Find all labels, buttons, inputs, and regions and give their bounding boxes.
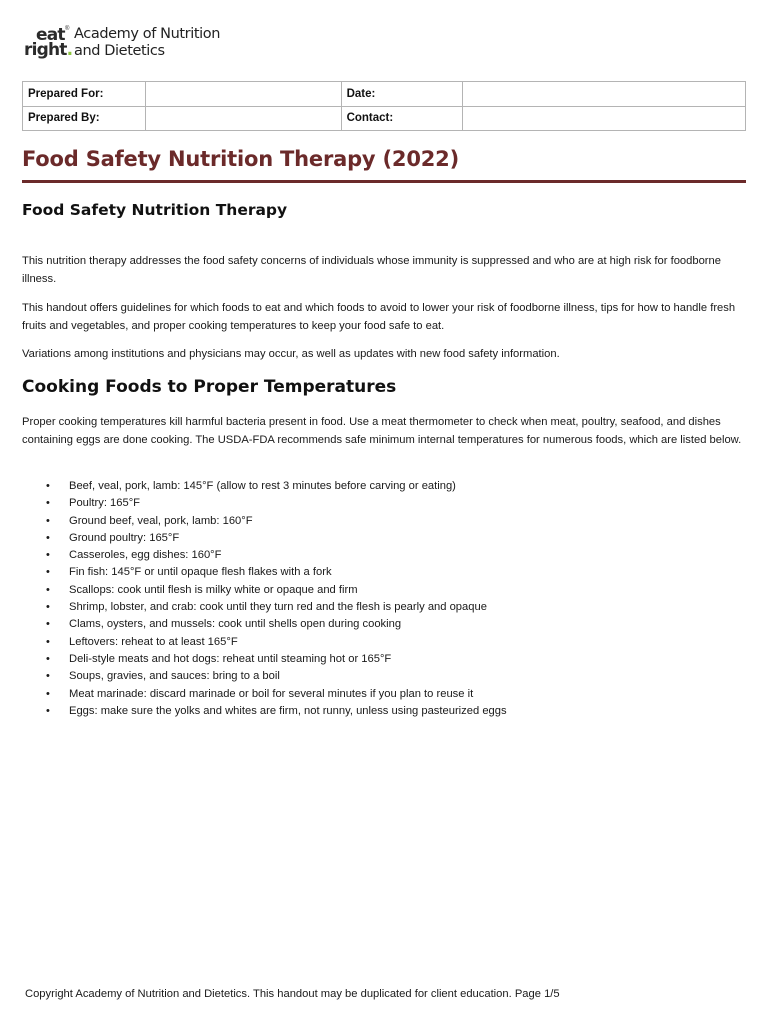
contact-label: Contact: bbox=[341, 106, 463, 131]
page-footer: Copyright Academy of Nutrition and Dietetics. This handout may be duplicated for client education. Page 1/5 bbox=[25, 988, 560, 1000]
bullet-icon: • bbox=[46, 514, 50, 527]
logo-organization-name bbox=[74, 26, 220, 60]
prepared-for-field[interactable] bbox=[145, 82, 341, 107]
bullet-icon: • bbox=[46, 480, 50, 492]
list-item bbox=[46, 582, 507, 599]
list-item-text: Poultry: 165°F bbox=[69, 497, 141, 510]
temperature-list bbox=[46, 478, 507, 720]
list-item-text: Deli-style meats and hot dogs: reheat until steaming hot or 165°F bbox=[69, 652, 392, 665]
eat-right-logo-mark bbox=[24, 25, 73, 62]
bullet-icon: • bbox=[46, 670, 50, 683]
list-item-text: Beef, veal, pork, lamb: 145°F (allow to rest 3 minutes before carving or eating) bbox=[69, 480, 456, 492]
list-item-text: Fin fish: 145°F or until opaque flesh flakes with a fork bbox=[69, 566, 332, 579]
list-item-text: Ground beef, veal, pork, lamb: 160°F bbox=[69, 514, 253, 527]
bullet-icon: • bbox=[46, 566, 50, 579]
list-item bbox=[46, 651, 507, 668]
list-item-text: Casseroles, egg dishes: 160°F bbox=[69, 549, 222, 562]
intro-paragraph: This nutrition therapy addresses the food safety concerns of individuals whose immunity is suppressed and who are at high risk for foodborne illness. bbox=[22, 255, 721, 285]
list-item-text: Scallops: cook until flesh is milky white or opaque and firm bbox=[69, 583, 358, 596]
bullet-icon: • bbox=[46, 687, 50, 700]
prepared-for-label: Prepared For: bbox=[23, 82, 146, 107]
list-item bbox=[46, 634, 507, 651]
document-title: Food Safety Nutrition Therapy (2022) bbox=[22, 147, 459, 171]
bullet-icon: • bbox=[46, 583, 50, 596]
logo-right-word: right. bbox=[24, 40, 73, 60]
bullet-icon: • bbox=[46, 618, 50, 631]
registered-mark-icon: ® bbox=[65, 26, 70, 32]
bullet-icon: • bbox=[46, 652, 50, 665]
prepared-info-table bbox=[22, 81, 746, 131]
bullet-icon: • bbox=[46, 497, 50, 510]
prepared-by-label: Prepared By: bbox=[23, 106, 146, 131]
handout-paragraph: This handout offers guidelines for which foods to eat and which foods to avoid to lower your risk of foodborne illness, tips for how to handle fresh fruits and vegetables, and proper cooking temperatures to keep your food safe to eat. bbox=[22, 302, 736, 332]
list-item-text: Leftovers: reheat to at least 165°F bbox=[69, 635, 238, 648]
table-row bbox=[23, 106, 746, 131]
list-item-text: Shrimp, lobster, and crab: cook until they turn red and the flesh is pearly and opaque bbox=[69, 601, 487, 614]
list-item bbox=[46, 513, 507, 530]
bullet-icon: • bbox=[46, 704, 50, 717]
list-item-text: Ground poultry: 165°F bbox=[69, 531, 180, 544]
section-heading-cooking-temperatures: Cooking Foods to Proper Temperatures bbox=[22, 377, 397, 397]
date-field[interactable] bbox=[463, 82, 746, 107]
list-item bbox=[46, 703, 507, 720]
list-item bbox=[46, 495, 507, 512]
bullet-icon: • bbox=[46, 549, 50, 562]
list-item bbox=[46, 478, 507, 495]
list-item-text: Clams, oysters, and mussels: cook until shells open during cooking bbox=[69, 618, 402, 631]
list-item bbox=[46, 564, 507, 581]
list-item bbox=[46, 668, 507, 685]
list-item-text: Meat marinade: discard marinade or boil for several minutes if you plan to reuse it bbox=[69, 687, 474, 700]
bullet-icon: • bbox=[46, 531, 50, 544]
list-item-text: Eggs: make sure the yolks and whites are firm, not runny, unless using pasteurized eggs bbox=[69, 704, 507, 717]
date-label: Date: bbox=[341, 82, 463, 107]
logo-eat-word: eat bbox=[36, 25, 65, 45]
list-item bbox=[46, 547, 507, 564]
table-row bbox=[23, 82, 746, 107]
prepared-by-field[interactable] bbox=[145, 106, 341, 131]
logo-text-line-1: Academy of Nutrition bbox=[74, 26, 221, 42]
section-heading-nutrition-therapy: Food Safety Nutrition Therapy bbox=[22, 201, 288, 219]
title-divider bbox=[22, 180, 746, 183]
list-item bbox=[46, 530, 507, 547]
temperatures-intro-paragraph: Proper cooking temperatures kill harmful bacteria present in food. Use a meat thermometer to check when meat, poultry, seafood, and dishes containing eggs are done cooking. The USDA-FDA recommends safe minimum internal temperatures for numerous foods, which are listed below. bbox=[22, 416, 742, 446]
bullet-icon: • bbox=[46, 601, 50, 614]
list-item bbox=[46, 686, 507, 703]
variations-paragraph: Variations among institutions and physicians may occur, as well as updates with new food safety information. bbox=[22, 348, 560, 360]
list-item bbox=[46, 616, 507, 633]
eat-right-logo bbox=[24, 26, 220, 62]
contact-field[interactable] bbox=[463, 106, 746, 131]
logo-text-line-2: and Dietetics bbox=[74, 43, 165, 59]
list-item bbox=[46, 599, 507, 616]
list-item-text: Soups, gravies, and sauces: bring to a boil bbox=[69, 670, 280, 683]
bullet-icon: • bbox=[46, 635, 50, 648]
